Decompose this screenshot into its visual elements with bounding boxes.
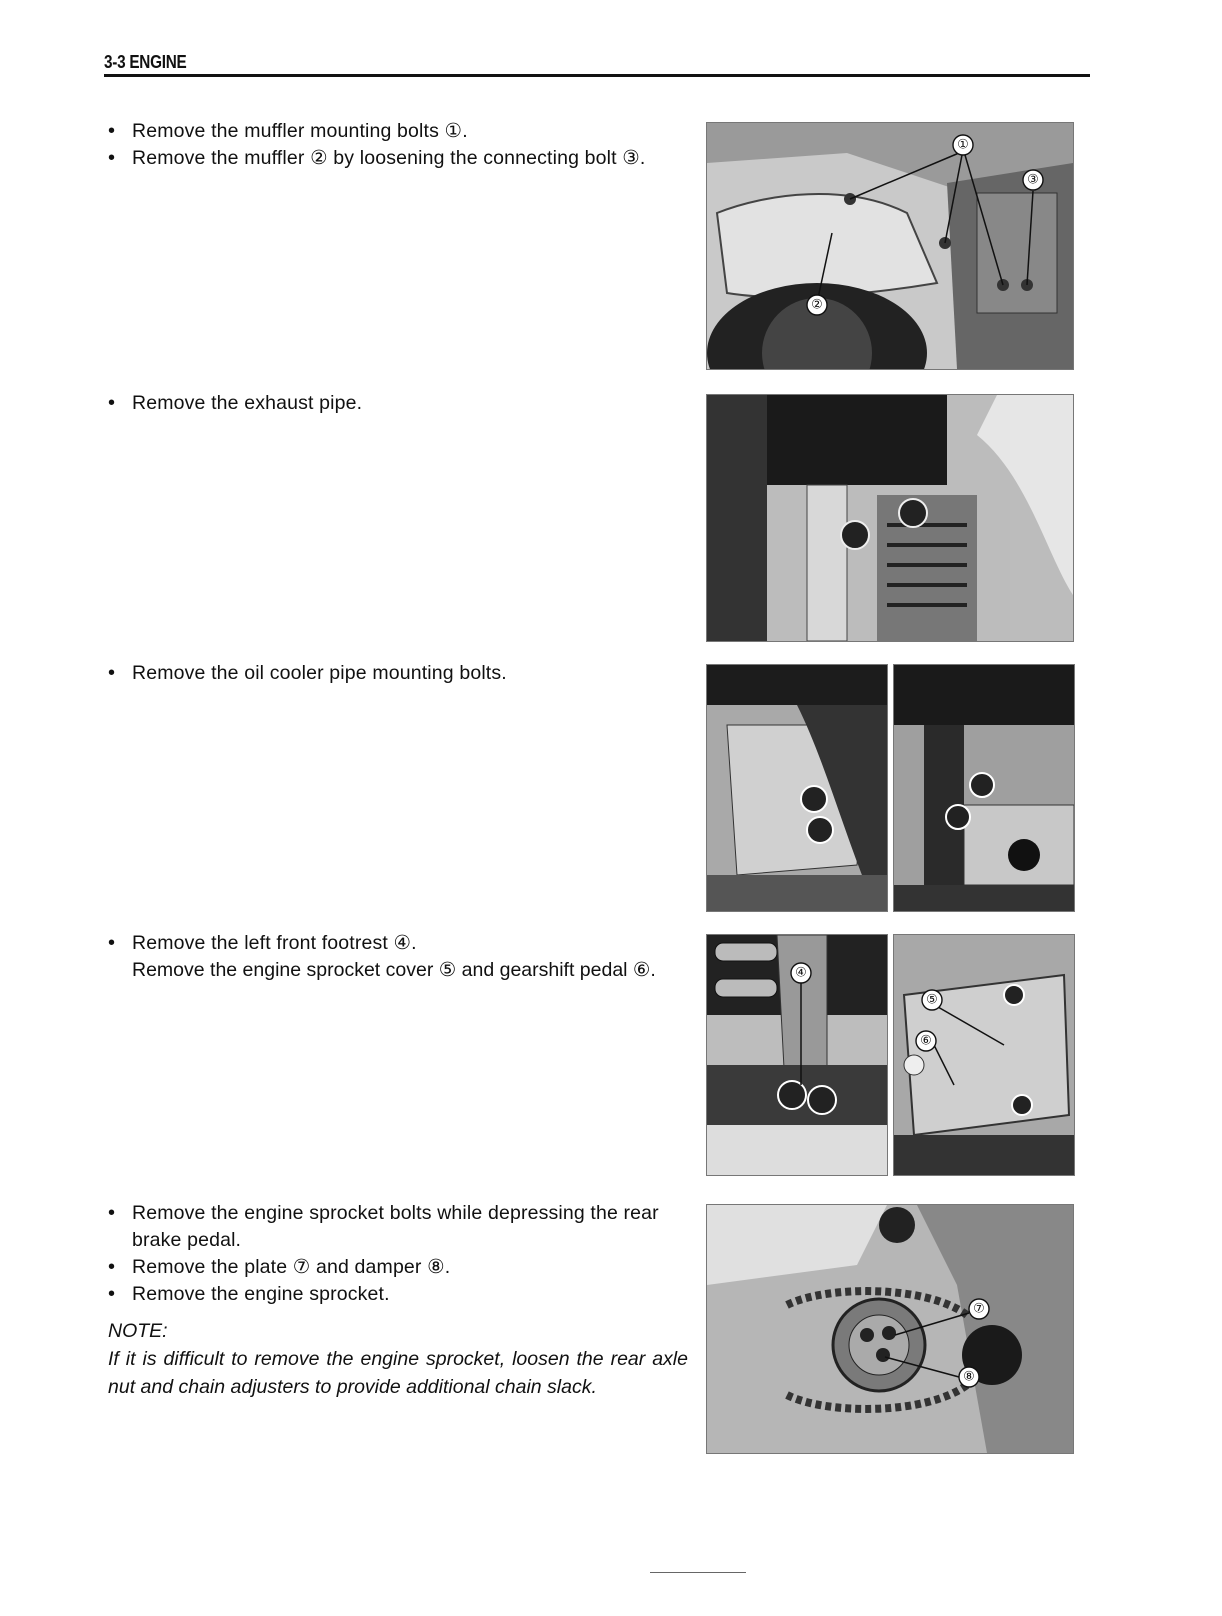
step-oil-cooler — [108, 660, 688, 687]
step-text: • Remove the engine sprocket bolts while depressing the rear brake pedal. — [108, 1200, 688, 1254]
step-text: • Remove the oil cooler pipe mounting bolts. — [108, 660, 688, 687]
photo-engine-sprocket — [706, 1204, 1074, 1454]
callout-2: ② — [811, 297, 823, 313]
header-rule — [104, 74, 1090, 77]
photo-oil-cooler-left — [706, 664, 888, 912]
photo-muffler — [706, 122, 1074, 370]
step-sprocket — [108, 1200, 688, 1401]
page-header — [104, 52, 1090, 76]
photo-exhaust-pipe — [706, 394, 1074, 642]
callout-4: ④ — [795, 965, 807, 981]
note-label: NOTE: — [108, 1320, 168, 1342]
step-muffler — [108, 118, 688, 172]
page-title: 3-3 ENGINE — [104, 52, 187, 72]
step-text: • Remove the plate ⑦ and damper ⑧. — [108, 1254, 688, 1281]
step-text: • Remove the engine sprocket. — [108, 1281, 688, 1308]
callout-3: ③ — [1027, 172, 1039, 188]
callout-6: ⑥ — [920, 1033, 932, 1049]
callout-8: ⑧ — [963, 1369, 975, 1385]
step-text-continued: Remove the engine sprocket cover ⑤ and gearshift pedal ⑥. — [132, 959, 656, 981]
step-text: • Remove the muffler mounting bolts ①. — [108, 118, 688, 145]
step-text: • Remove the exhaust pipe. — [108, 390, 688, 417]
step-exhaust — [108, 390, 688, 417]
photo-footrest — [706, 934, 888, 1176]
note-text: If it is difficult to remove the engine sprocket, loosen the rear axle nut and chain adjusters to provide additional chain slack. — [108, 1348, 688, 1398]
photo-sprocket-cover — [893, 934, 1075, 1176]
step-footrest — [108, 930, 688, 984]
step-text: • Remove the muffler ② by loosening the connecting bolt ③. — [108, 145, 688, 172]
callout-7: ⑦ — [973, 1301, 985, 1317]
footer-rule — [650, 1572, 746, 1573]
photo-oil-cooler-right — [893, 664, 1075, 912]
callout-5: ⑤ — [926, 992, 938, 1008]
callout-1: ① — [957, 137, 969, 153]
step-text: • Remove the left front footrest ④. — [108, 930, 688, 957]
